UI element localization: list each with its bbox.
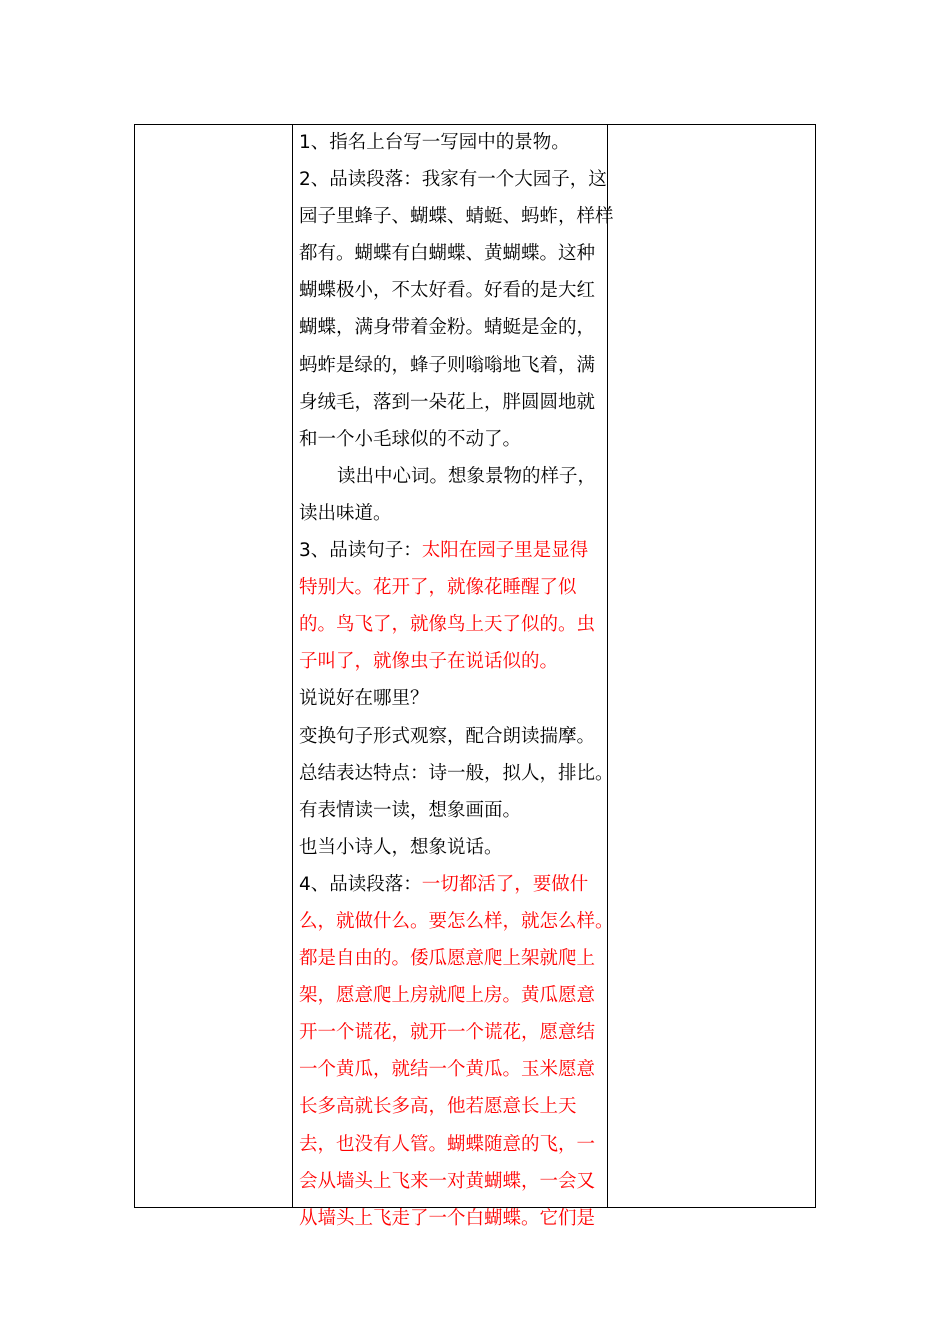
text-line xyxy=(299,124,603,161)
text-line xyxy=(299,606,603,643)
text-line xyxy=(299,866,603,903)
body-text: 说说好在哪里？ xyxy=(299,688,429,710)
body-text: 蚂蚱是绿的，蜂子则嗡嗡地飞着，满 xyxy=(299,354,596,376)
body-text: 读出中心词。想象景物的样子， xyxy=(337,465,597,487)
text-line xyxy=(299,1051,603,1088)
highlighted-text: 的。鸟飞了，就像鸟上天了似的。虫 xyxy=(299,614,596,636)
text-line xyxy=(299,718,603,755)
body-text: 3、品读句子： xyxy=(299,540,422,562)
body-text: 身绒毛，落到一朵花上，胖圆圆地就 xyxy=(299,391,596,413)
text-line xyxy=(299,235,603,272)
text-line xyxy=(299,680,603,717)
body-text: 和一个小毛球似的不动了。 xyxy=(299,428,522,450)
body-text: 4、品读段落： xyxy=(299,873,422,895)
text-line xyxy=(299,1088,603,1125)
text-line xyxy=(299,309,603,346)
text-line xyxy=(299,532,603,569)
highlighted-text: 一切都活了，要做什 xyxy=(421,873,589,895)
highlighted-text: 一个黄瓜，就结一个黄瓜。玉米愿意 xyxy=(299,1059,596,1081)
text-line xyxy=(299,161,607,198)
text-line xyxy=(299,903,614,940)
highlighted-text: 会从墙头上飞来一对黄蝴蝶，一会又 xyxy=(299,1170,596,1192)
text-line xyxy=(299,198,614,235)
text-line xyxy=(299,1014,603,1051)
table-cell-content xyxy=(299,124,614,1229)
text-line xyxy=(299,977,603,1014)
body-text: 1、指名上台写一写园中的景物。 xyxy=(299,132,570,153)
text-line xyxy=(299,1126,603,1163)
body-text: 蝴蝶，满身带着金粉。蜻蜓是金的， xyxy=(299,317,596,339)
text-line xyxy=(299,384,603,421)
body-text: 2、品读段落：我家有一个大园子，这 xyxy=(299,169,607,191)
text-line xyxy=(299,755,614,792)
text-line xyxy=(299,347,603,384)
highlighted-text: 从墙头上飞走了一个白蝴蝶。它们是 xyxy=(299,1207,596,1229)
text-line xyxy=(299,272,603,309)
highlighted-text: 开一个谎花，就开一个谎花，愿意结 xyxy=(299,1022,596,1044)
column-divider-left xyxy=(292,125,293,1207)
body-text: 也当小诗人，想象说话。 xyxy=(299,836,503,858)
body-text: 总结表达特点：诗一般，拟人，排比。 xyxy=(299,762,614,784)
body-text: 蝴蝶极小，不太好看。好看的是大红 xyxy=(299,280,596,302)
highlighted-text: 都是自由的。倭瓜愿意爬上架就爬上 xyxy=(299,948,596,970)
body-text: 都有。蝴蝶有白蝴蝶、黄蝴蝶。这种 xyxy=(299,243,596,265)
text-line xyxy=(299,458,603,495)
text-line xyxy=(299,1200,603,1237)
highlighted-text: 特别大。花开了，就像花睡醒了似 xyxy=(299,577,577,599)
highlighted-text: 太阳在园子里是显得 xyxy=(421,540,589,562)
highlighted-text: 子叫了，就像虫子在说话似的。 xyxy=(299,651,559,673)
text-line xyxy=(299,940,603,977)
body-text: 园子里蜂子、蝴蝶、蜻蜓、蚂蚱，样样 xyxy=(299,206,614,228)
text-line xyxy=(299,829,603,866)
text-line xyxy=(299,569,603,606)
body-text: 变换句子形式观察，配合朗读揣摩。 xyxy=(299,725,596,747)
highlighted-text: 么，就做什么。要怎么样，就怎么样。 xyxy=(299,910,614,932)
text-line xyxy=(299,792,603,829)
body-text: 读出味道。 xyxy=(299,502,392,524)
highlighted-text: 长多高就长多高，他若愿意长上天 xyxy=(299,1096,577,1118)
text-line xyxy=(299,643,603,680)
highlighted-text: 架，愿意爬上房就爬上房。黄瓜愿意 xyxy=(299,985,596,1007)
column-divider-right xyxy=(607,125,608,1207)
text-line xyxy=(299,1163,603,1200)
highlighted-text: 去，也没有人管。蝴蝶随意的飞，一 xyxy=(299,1133,596,1155)
body-text: 有表情读一读，想象画面。 xyxy=(299,799,522,821)
text-line xyxy=(299,495,603,532)
text-line xyxy=(299,421,603,458)
